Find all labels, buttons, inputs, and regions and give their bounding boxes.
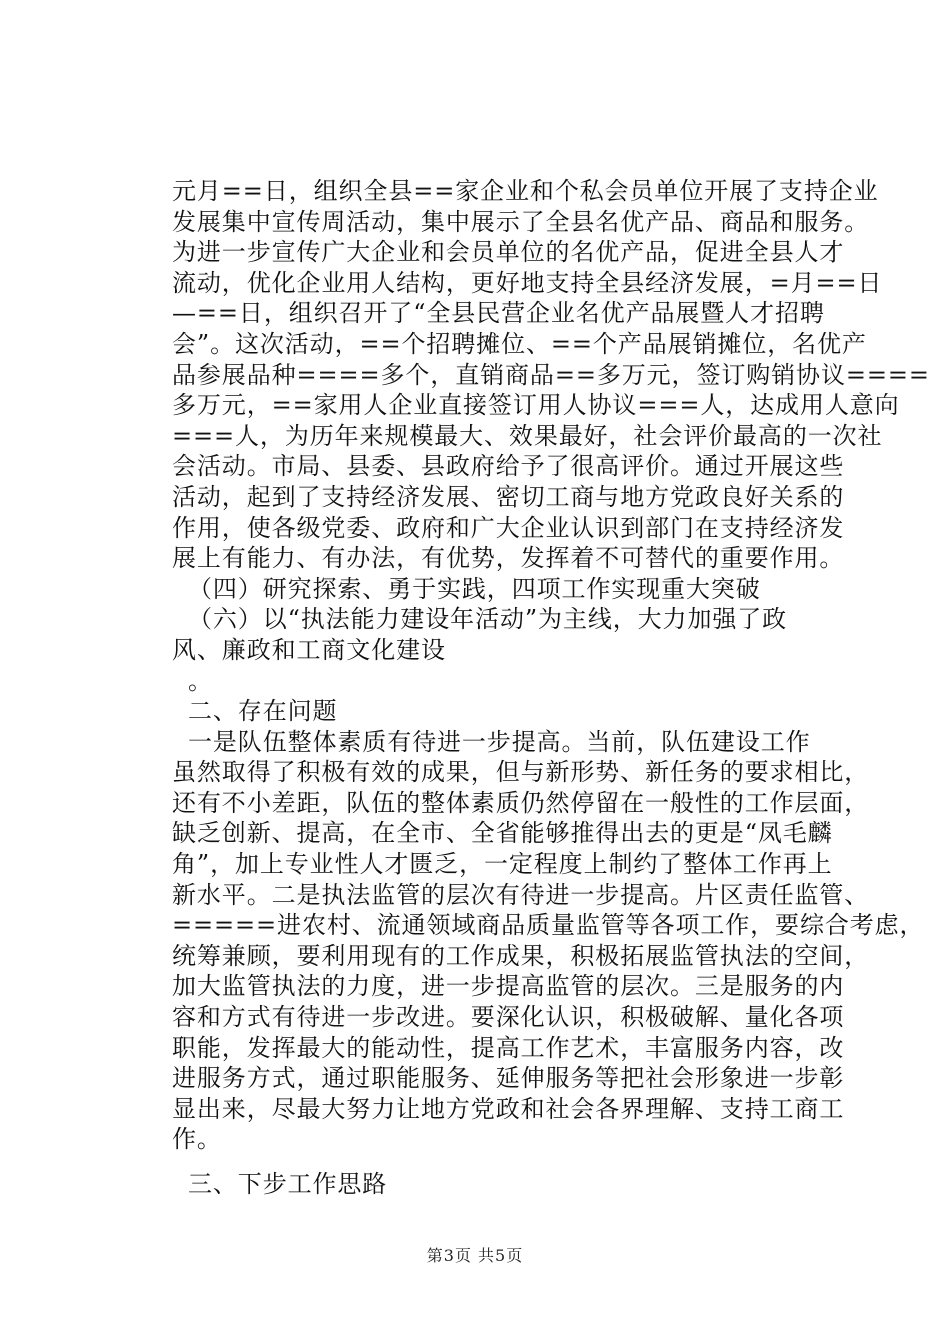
document-body bbox=[172, 176, 930, 1200]
paragraph-line: 活动，起到了支持经济发展、密切工商与地方党政良好关系的 bbox=[172, 482, 845, 511]
paragraph-line: 进服务方式，通过职能服务、延伸服务等把社会形象进一步彰 bbox=[172, 1064, 845, 1093]
paragraph-line: 作。 bbox=[172, 1125, 222, 1154]
paragraph-line: 元月==日，组织全县==家企业和个私会员单位开展了支持企业 bbox=[172, 177, 879, 205]
paragraph-line: 为进一步宣传广大企业和会员单位的名优产品，促进全县人才 bbox=[172, 238, 845, 267]
paragraph-line: 新水平。二是执法监管的层次有待进一步提高。片区责任监管、 bbox=[172, 880, 870, 909]
paragraph-line: 品参展品种====多个，直销商品==多万元，签订购销协议==== bbox=[172, 360, 930, 389]
paragraph-line: 缺乏创新、提高，在全市、全省能够推得出去的更是“凤毛麟 bbox=[172, 819, 833, 848]
paragraph-line: 作用，使各级党委、政府和广大企业认识到部门在支持经济发 bbox=[172, 513, 845, 542]
section-heading: （四）研究探索、勇于实践，四项工作实现重大突破 bbox=[188, 574, 761, 603]
paragraph-line: 容和方式有待进一步改进。要深化认识，积极破解、量化各项 bbox=[172, 1003, 845, 1032]
section-heading: 二、存在问题 bbox=[188, 697, 338, 726]
paragraph-line: 虽然取得了积极有效的成果，但与新形势、新任务的要求相比， bbox=[172, 758, 870, 787]
paragraph-line: 多万元，==家用人企业直接签订用人协议===人，达成用人意向 bbox=[172, 391, 900, 420]
section-heading: 三、下步工作思路 bbox=[188, 1170, 388, 1198]
paragraph-line: 职能，发挥最大的能动性，提高工作艺术，丰富服务内容，改 bbox=[172, 1033, 845, 1062]
paragraph-line: 显出来，尽最大努力让地方党政和社会各界理解、支持工商工 bbox=[172, 1094, 845, 1123]
page-number-footer: 第3页 共5页 bbox=[426, 1246, 524, 1265]
section-heading: （六）以“执法能力建设年活动”为主线，大力加强了政 bbox=[188, 605, 788, 634]
paragraph-line: ===人，为历年来规模最大、效果最好，社会评价最高的一次社 bbox=[172, 421, 883, 450]
paragraph-line: 一是队伍整体素质有待进一步提高。当前，队伍建设工作 bbox=[188, 727, 811, 756]
paragraph-line: =====进农村、流通领域商品质量监管等各项工作，要综合考虑， bbox=[172, 911, 925, 940]
paragraph-line: 统筹兼顾，要利用现有的工作成果，积极拓展监管执法的空间， bbox=[172, 941, 870, 970]
paragraph-line: 风、廉政和工商文化建设 bbox=[172, 635, 446, 664]
paragraph-line: —==日，组织召开了“全县民营企业名优产品展暨人才招聘 bbox=[172, 299, 825, 328]
paragraph-line: 还有不小差距，队伍的整体素质仍然停留在一般性的工作层面， bbox=[172, 788, 870, 817]
paragraph-line: 加大监管执法的力度，进一步提高监管的层次。三是服务的内 bbox=[172, 972, 845, 1001]
paragraph-line: 流动，优化企业用人结构，更好地支持全县经济发展，=月==日 bbox=[172, 268, 883, 297]
paragraph-line: 会活动。市局、县委、县政府给予了很高评价。通过开展这些 bbox=[172, 452, 845, 481]
paragraph-line: 会”。这次活动，==个招聘摊位、==个产品展销摊位，名优产 bbox=[172, 329, 867, 358]
paragraph-line: 发展集中宣传周活动，集中展示了全县名优产品、商品和服务。 bbox=[172, 207, 870, 236]
spacer bbox=[172, 1155, 812, 1169]
stray-punctuation: 。 bbox=[188, 666, 213, 695]
paragraph-line: 展上有能力、有办法，有优势，发挥着不可替代的重要作用。 bbox=[172, 544, 845, 573]
paragraph-line: 角”，加上专业性人才匮乏，一定程度上制约了整体工作再上 bbox=[172, 850, 833, 879]
